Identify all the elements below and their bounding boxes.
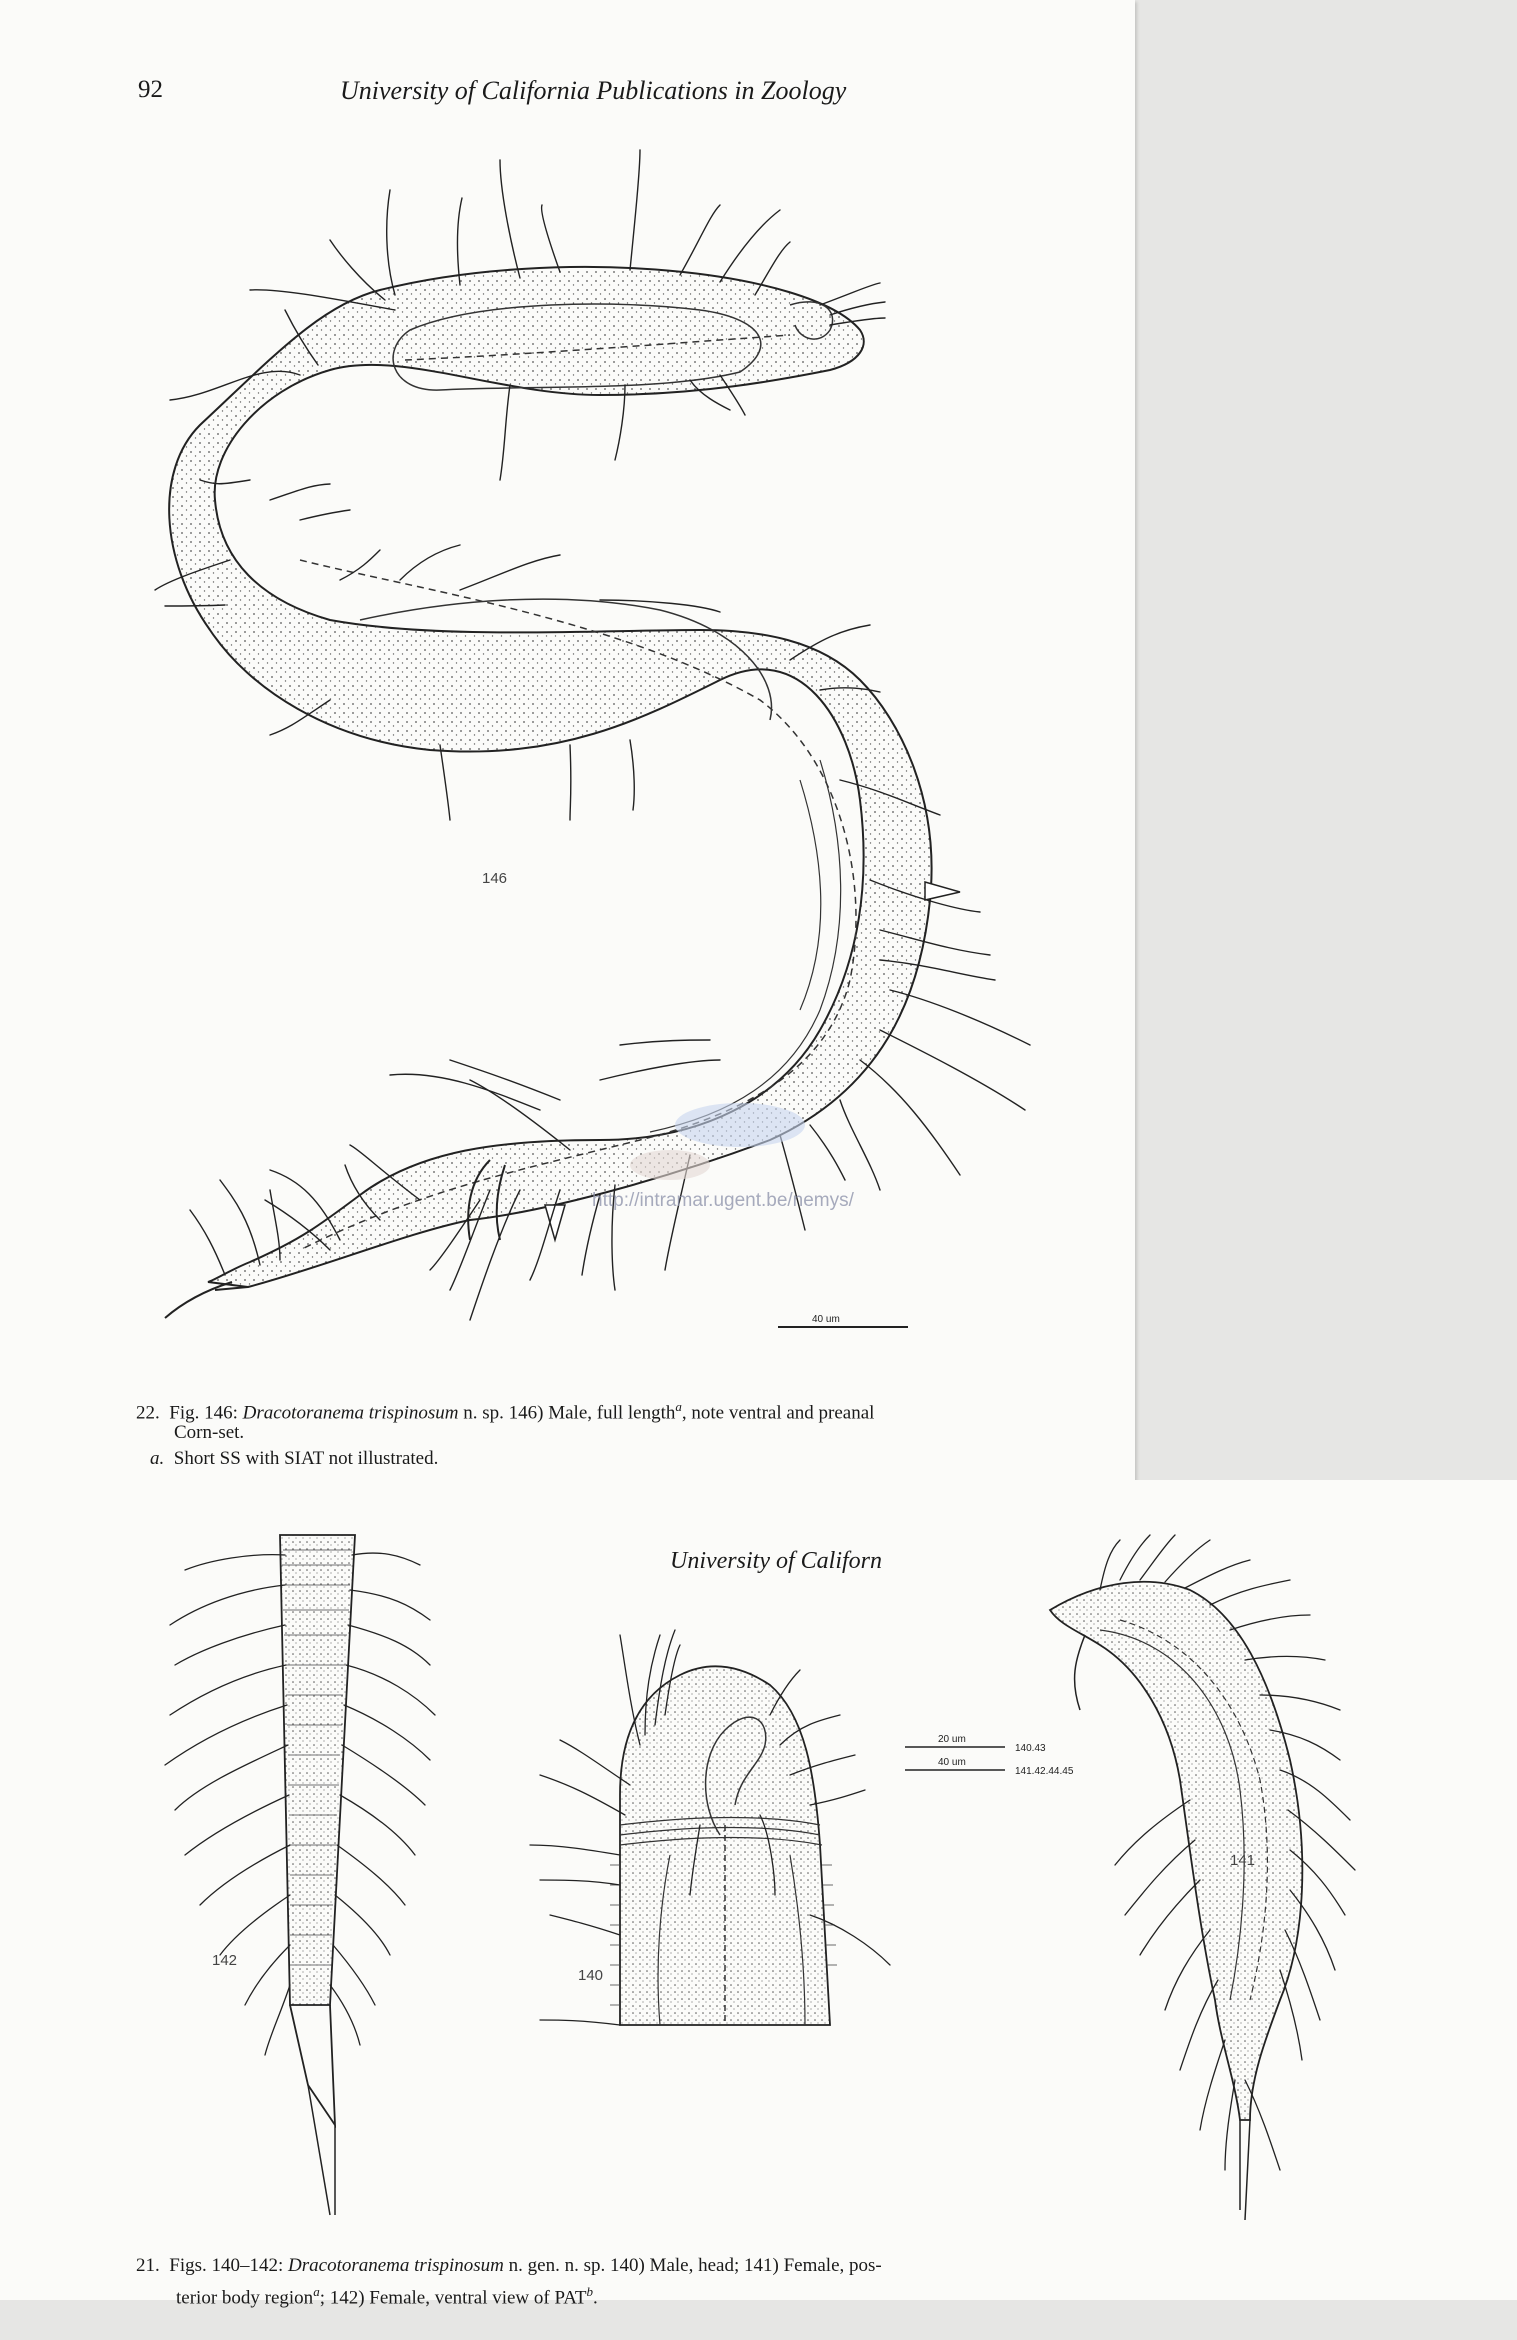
page-number: 92 <box>138 76 163 103</box>
figure-146-label: 146 <box>482 870 508 887</box>
figure-146-drawing <box>0 0 1135 1370</box>
figure-142-drawing <box>130 1525 470 2205</box>
scale-bar-1-value: 20 um <box>938 1734 966 1745</box>
figure-141-drawing <box>1040 1520 1460 2200</box>
figure-141-label: 141 <box>1230 1852 1256 1869</box>
running-head: University of California Publications in Zoology <box>340 76 847 105</box>
caption-21: 21. Figs. 140–142: Dracotoranema trispinosum n. gen. n. sp. 140) Male, head; 141) Female, pos- <box>136 2255 882 2276</box>
partial-running-head: University of Californ <box>670 1548 882 1574</box>
scale-bar-1-figures: 140.43 <box>1015 1743 1046 1754</box>
caption-22: 22. Fig. 146: Dracotoranema trispinosum n. sp. 146) Male, full length$^a$, note ventral and preanal <box>136 1399 875 1424</box>
figure-146-scale-label: 40 um <box>812 1314 840 1325</box>
caption-21-line-2: terior body region$^a$; 142) Female, ventral view of PAT$^b$. <box>176 2284 598 2309</box>
scale-bar-2-value: 40 um <box>938 1757 966 1768</box>
figure-140-drawing <box>470 1625 1074 2045</box>
figure-140-label: 140 <box>578 1967 604 1984</box>
figure-142-label: 142 <box>212 1952 238 1969</box>
scale-bar-2-figures: 141.42.44.45 <box>1015 1766 1074 1777</box>
caption-22-line-2: Corn-set. <box>174 1422 245 1443</box>
watermark: http://intramar.ugent.be/nemys/ <box>592 1190 854 1211</box>
caption-22-footnote: a. Short SS with SIAT not illustrated. <box>150 1448 439 1469</box>
